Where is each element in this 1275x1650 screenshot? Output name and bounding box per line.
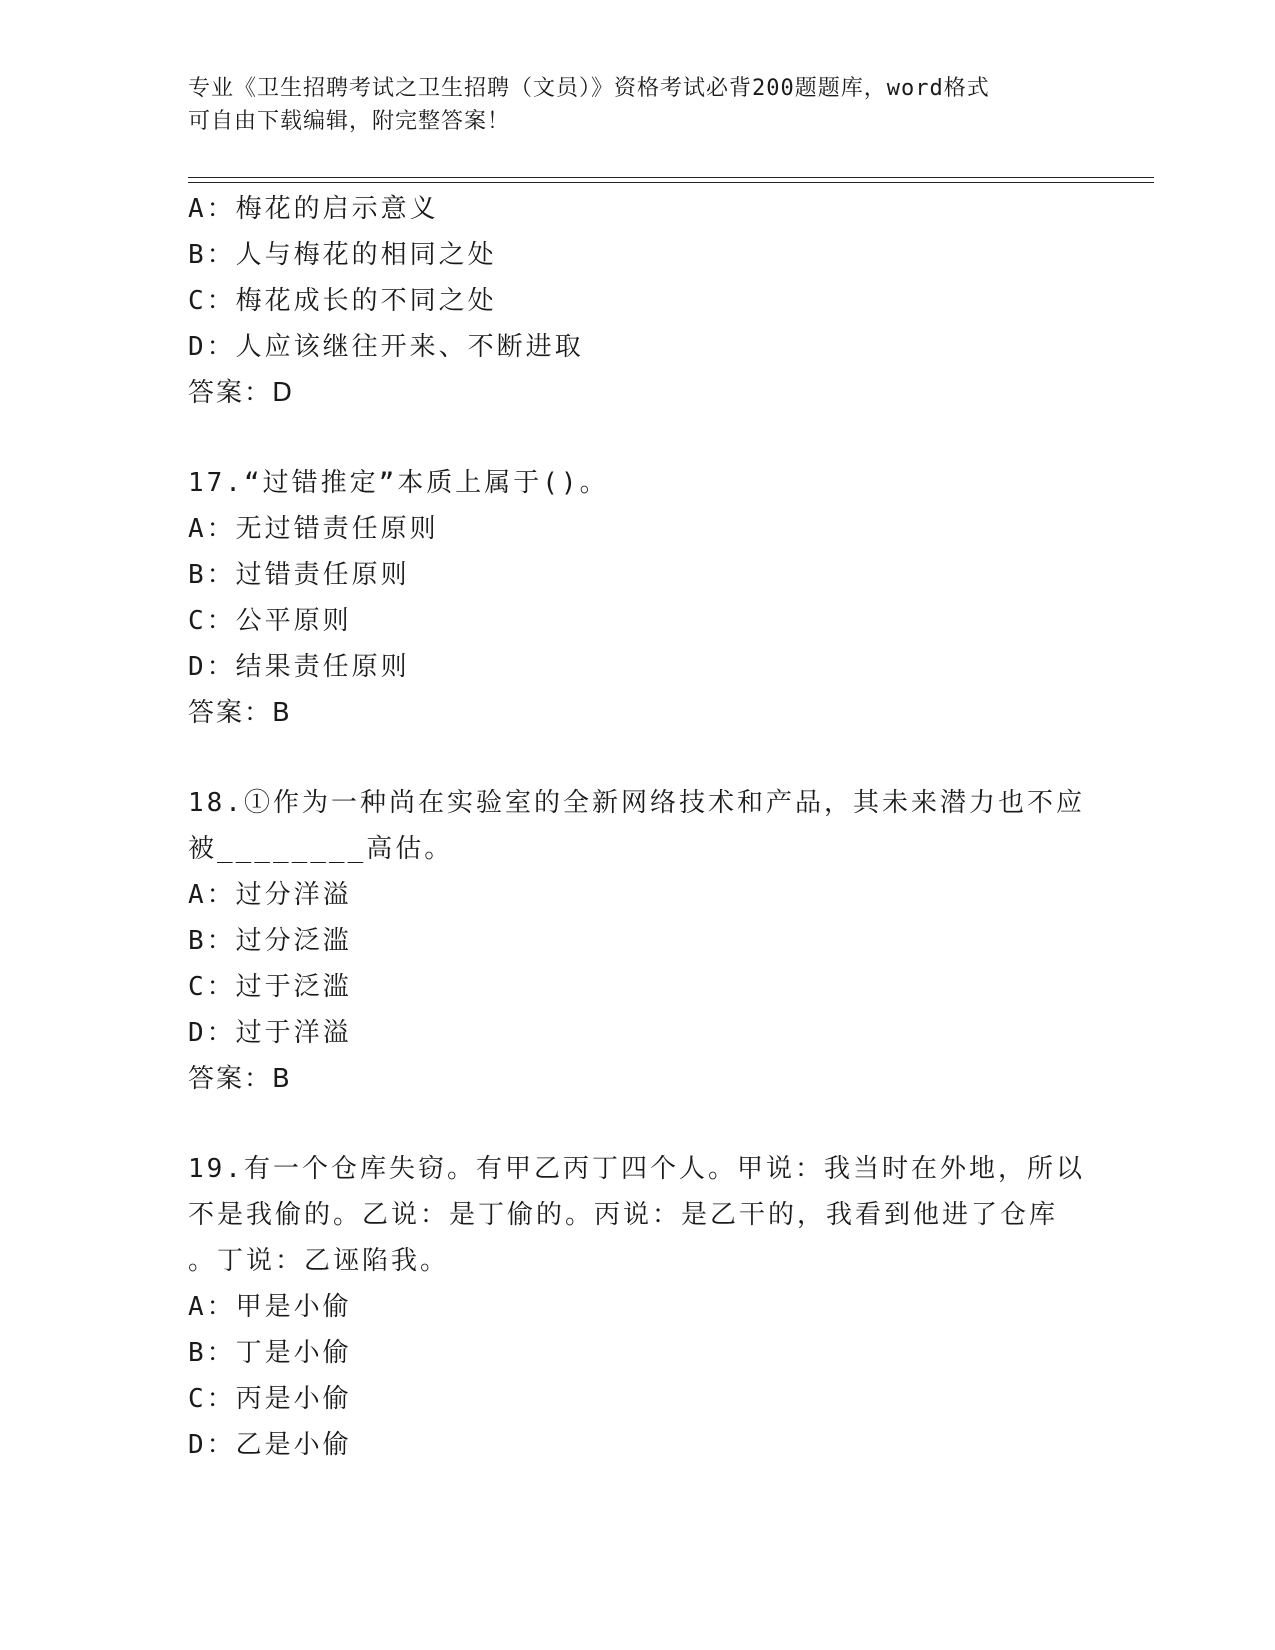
option-d: D：过于洋溢 xyxy=(188,1018,352,1048)
question-16-continued xyxy=(188,186,1088,416)
header-divider-bottom xyxy=(188,182,1154,183)
question-stem-line-3: 。丁说：乙诬陷我。 xyxy=(188,1246,450,1276)
question-stem-line-1: 19.有一个仓库失窃。有甲乙丙丁四个人。甲说：我当时在外地，所以 xyxy=(188,1154,1085,1184)
option-d: D：人应该继往开来、不断进取 xyxy=(188,332,584,362)
question-17 xyxy=(188,460,1088,736)
header-divider-top xyxy=(188,177,1154,178)
question-stem: 17.“过错推定”本质上属于()。 xyxy=(188,468,609,498)
question-stem-line-1: 18.①作为一种尚在实验室的全新网络技术和产品，其未来潜力也不应 xyxy=(188,788,1085,818)
header-line-2: 可自由下载编辑，附完整答案！ xyxy=(188,109,511,134)
question-19 xyxy=(188,1146,1088,1468)
option-c: C：丙是小偷 xyxy=(188,1384,352,1414)
option-b: B：过分泛滥 xyxy=(188,926,352,956)
answer-line: 答案：B xyxy=(188,698,292,728)
option-a: A：过分洋溢 xyxy=(188,880,352,910)
document-header xyxy=(188,72,1068,138)
option-c: C：公平原则 xyxy=(188,606,352,636)
header-line-1: 专业《卫生招聘考试之卫生招聘（文员）》资格考试必背200题题库，word格式 xyxy=(188,76,990,101)
option-d: D：乙是小偷 xyxy=(188,1430,352,1460)
option-b: B：人与梅花的相同之处 xyxy=(188,240,497,270)
option-d: D：结果责任原则 xyxy=(188,652,410,682)
option-b: B：丁是小偷 xyxy=(188,1338,352,1368)
question-stem-line-2: 不是我偷的。乙说：是丁偷的。丙说：是乙干的，我看到他进了仓库 xyxy=(188,1200,1059,1230)
option-b: B：过错责任原则 xyxy=(188,560,410,590)
answer-line: 答案：B xyxy=(188,1064,292,1094)
question-list xyxy=(188,186,1088,1468)
option-c: C：过于泛滥 xyxy=(188,972,352,1002)
answer-line: 答案：D xyxy=(188,378,295,408)
option-a: A：梅花的启示意义 xyxy=(188,194,439,224)
option-c: C：梅花成长的不同之处 xyxy=(188,286,497,316)
question-18 xyxy=(188,780,1088,1102)
option-a: A：甲是小偷 xyxy=(188,1292,352,1322)
option-a: A：无过错责任原则 xyxy=(188,514,439,544)
question-stem-line-2: 被________高估。 xyxy=(188,834,454,864)
